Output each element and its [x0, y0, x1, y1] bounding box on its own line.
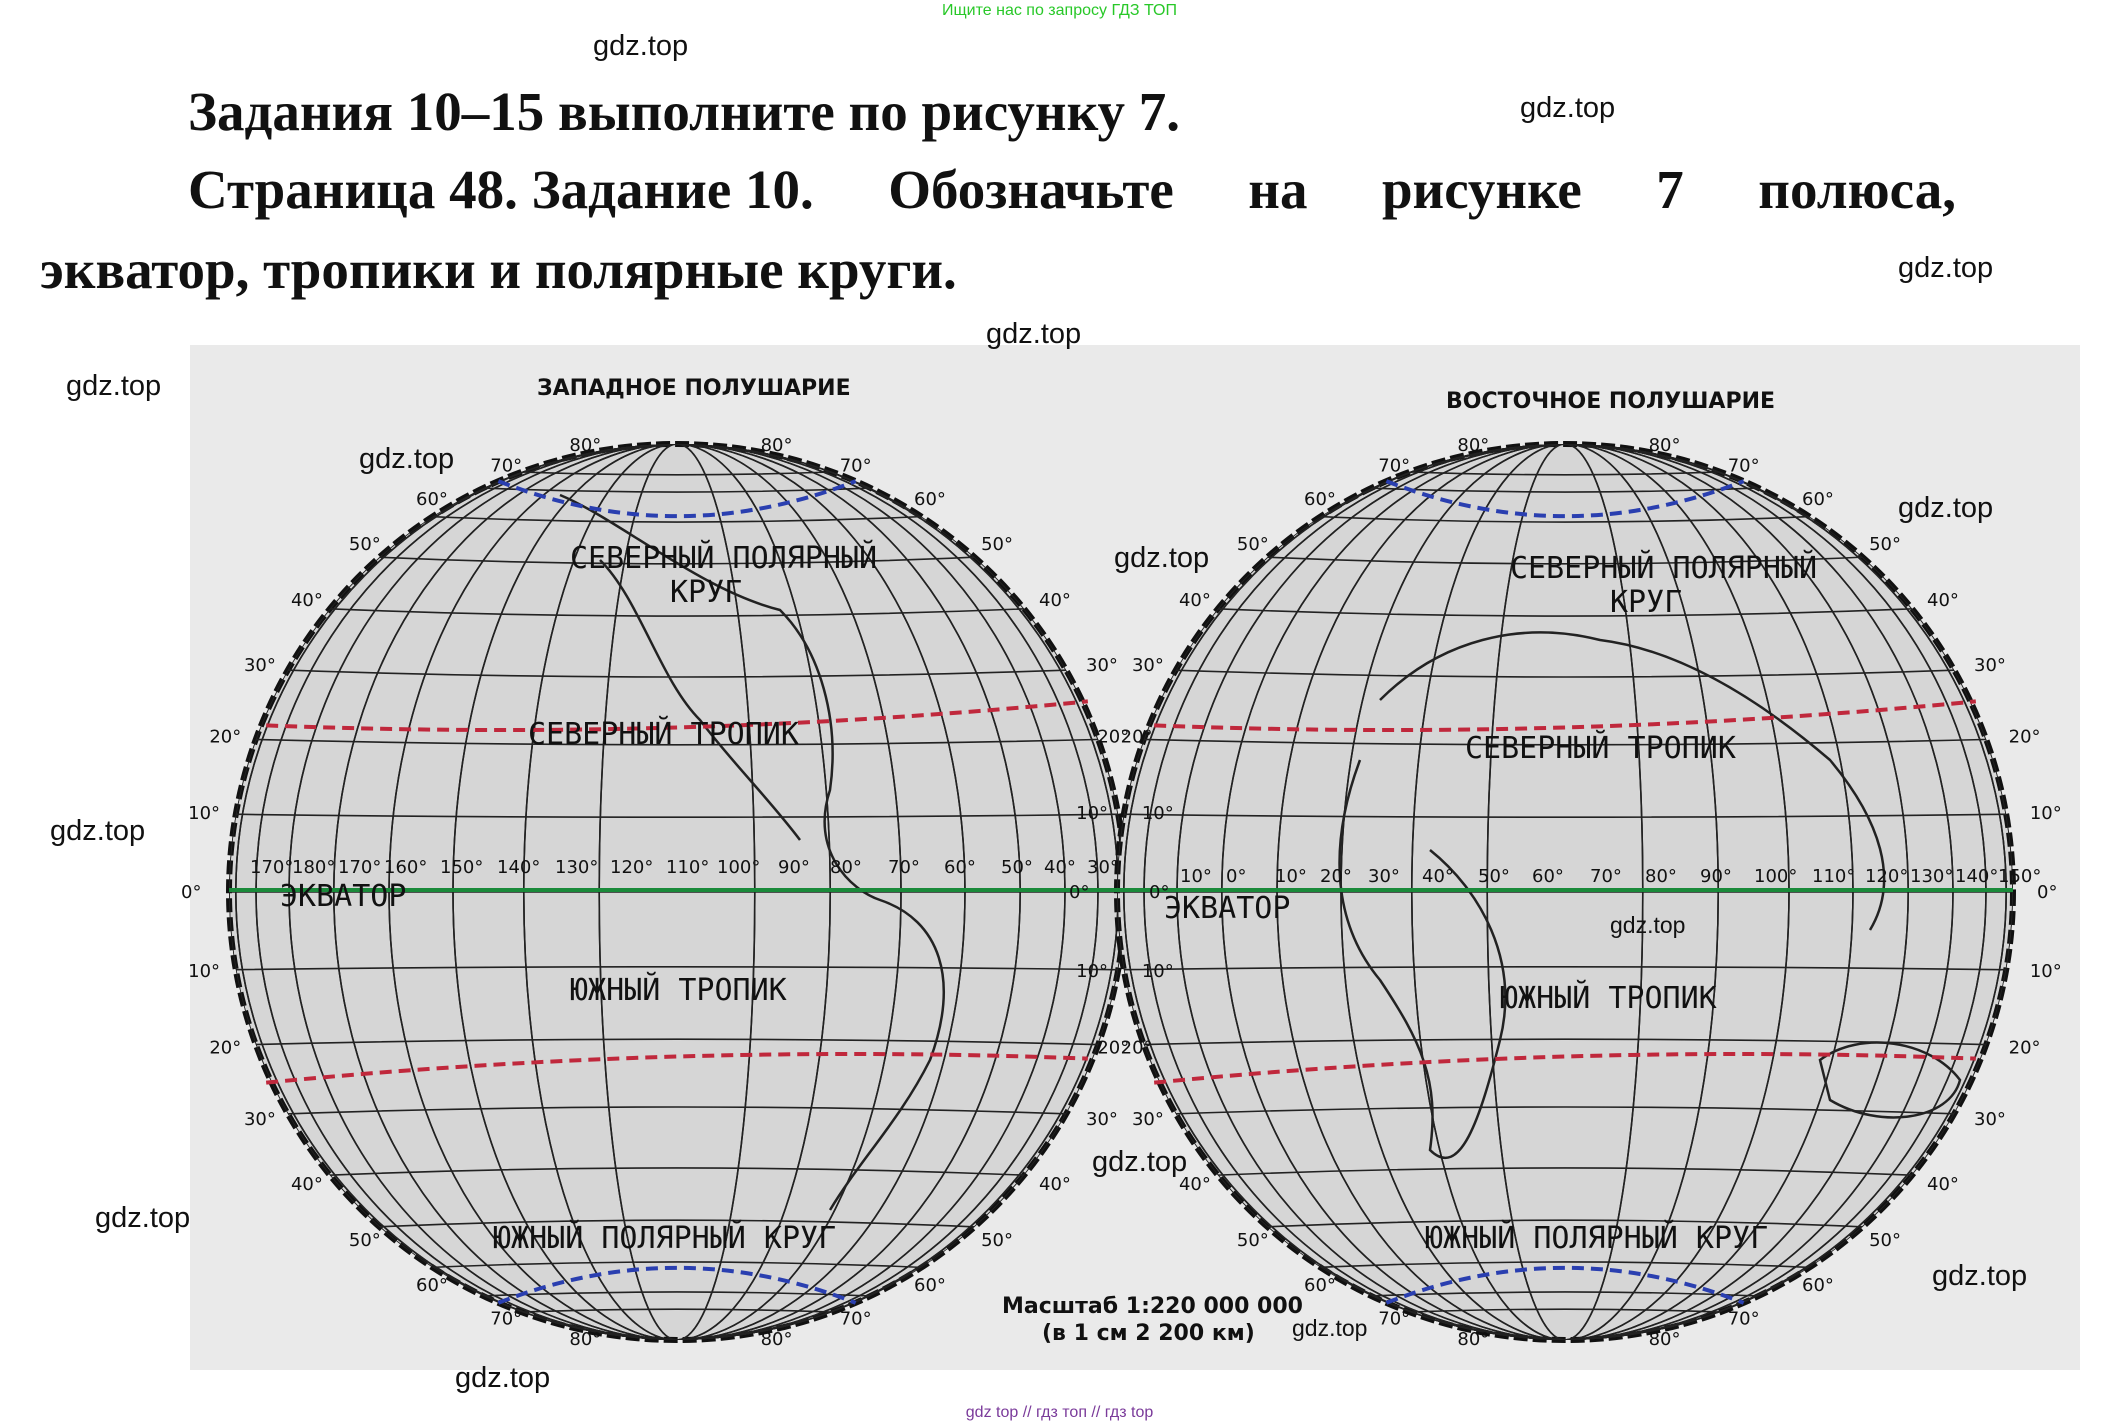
latitude-label: 40°: [290, 1173, 323, 1195]
latitude-label: 80°: [760, 1329, 793, 1351]
latitude-label: 30°: [243, 655, 276, 676]
north-polar-handwritten-label: СЕВЕРНЫЙ ПОЛЯРНЫЙ: [1510, 551, 1818, 586]
promo-banner-top: Ищите нас по запросу ГДЗ ТОП: [942, 2, 1177, 19]
watermark: gdz.top: [1092, 1146, 1188, 1178]
west-hemisphere-title: ЗАПАДНОЕ ПОЛУШАРИЕ: [537, 376, 851, 401]
longitude-label: 80°: [1645, 866, 1677, 887]
task-word: Обозначьте: [888, 159, 1174, 220]
longitude-label: 120°: [1865, 866, 1909, 887]
longitude-label: 180°: [292, 857, 336, 878]
task-heading-line1: Задания 10–15 выполните по рисунку 7.: [188, 81, 1181, 142]
latitude-label: 80°: [1457, 1329, 1490, 1351]
longitude-label: 110°: [666, 857, 710, 878]
north-polar-handwritten-label-2: КРУГ: [670, 575, 743, 610]
latitude-label: 40°: [1039, 590, 1071, 612]
longitude-label: 150°: [1998, 866, 2042, 887]
watermark: gdz.top: [66, 370, 162, 402]
latitude-label: 40°: [1927, 1173, 1959, 1195]
latitude-label: 80°: [760, 434, 793, 456]
longitude-label: 70°: [1590, 866, 1622, 887]
latitude-label: 20°: [2008, 1037, 2041, 1059]
watermark: gdz.top: [455, 1362, 551, 1394]
latitude-label: 50°: [1236, 534, 1269, 556]
watermark: gdz.top: [1610, 912, 1686, 938]
equator-handwritten-label: ЭКВАТОР: [280, 879, 407, 914]
equator-handwritten-label: ЭКВАТОР: [1164, 891, 1291, 926]
latitude-label: 30°: [243, 1109, 276, 1130]
watermark: gdz.top: [593, 30, 689, 62]
watermark: gdz.top: [50, 815, 146, 847]
longitude-label: 30°: [1368, 866, 1400, 887]
longitude-label: 40°: [1422, 866, 1454, 887]
latitude-label: 40°: [290, 590, 323, 612]
south-tropic-handwritten-label: ЮЖНЫЙ ТРОПИК: [1500, 981, 1717, 1016]
latitude-label: 10°: [1076, 960, 1109, 982]
longitude-label: 90°: [1700, 866, 1732, 887]
latitude-label: 10°: [188, 960, 221, 982]
latitude-label: 20°: [1120, 726, 1153, 748]
task-heading-line3: экватор, тропики и полярные круги.: [40, 239, 957, 300]
latitude-label: 60°: [1802, 1275, 1834, 1297]
task-word: полюса,: [1758, 159, 1956, 220]
watermark: gdz.top: [1114, 542, 1210, 574]
longitude-label: 10°: [1180, 866, 1212, 887]
longitude-label: 80°: [830, 857, 862, 878]
latitude-label: 60°: [416, 1275, 448, 1297]
north-tropic-handwritten-label: СЕВЕРНЫЙ ТРОПИК: [528, 717, 799, 752]
latitude-label: 70°: [1727, 455, 1760, 477]
latitude-label: 80°: [569, 434, 602, 456]
latitude-label: 20°: [1120, 1037, 1153, 1059]
latitude-label: 40°: [1039, 1173, 1071, 1195]
task-word: 7: [1656, 159, 1684, 220]
north-polar-handwritten-label: СЕВЕРНЫЙ ПОЛЯРНЫЙ: [570, 541, 878, 576]
longitude-label: 150°: [440, 857, 484, 878]
longitude-label: 100°: [1754, 866, 1798, 887]
latitude-label: 20°: [1097, 726, 1130, 748]
south-tropic-handwritten-label: ЮЖНЫЙ ТРОПИК: [570, 973, 787, 1008]
latitude-label: 30°: [1974, 655, 2006, 676]
latitude-label: 50°: [1869, 534, 1902, 556]
latitude-label: 10°: [2029, 803, 2062, 825]
longitude-label: 160°: [384, 857, 428, 878]
latitude-label: 50°: [981, 1229, 1014, 1251]
watermark: gdz.top: [1292, 1315, 1368, 1341]
latitude-label: 20°: [2008, 726, 2041, 748]
latitude-label: 80°: [1457, 434, 1490, 456]
latitude-label: 70°: [1727, 1308, 1760, 1330]
longitude-label: 170°: [338, 857, 382, 878]
latitude-label: 10°: [1076, 803, 1109, 825]
longitude-label: 40°: [1044, 857, 1076, 878]
latitude-label: 50°: [348, 1229, 381, 1251]
latitude-label: 40°: [1927, 590, 1959, 612]
watermark: gdz.top: [986, 318, 1082, 350]
promo-banner-bottom: gdz top // гдз топ // гдз top: [965, 1404, 1154, 1421]
latitude-label: 70°: [839, 455, 872, 477]
latitude-label: 60°: [914, 1275, 946, 1297]
latitude-label: 10°: [1141, 960, 1174, 982]
latitude-label: 50°: [1236, 1229, 1269, 1251]
latitude-label: 60°: [914, 488, 946, 510]
longitude-label: 0°: [1226, 866, 1247, 887]
east-hemisphere-title: ВОСТОЧНОЕ ПОЛУШАРИЕ: [1446, 389, 1776, 414]
longitude-label: 140°: [1955, 866, 1999, 887]
latitude-label: 30°: [1131, 1109, 1164, 1130]
longitude-label: 60°: [1532, 866, 1564, 887]
latitude-label: 80°: [1648, 1329, 1681, 1351]
latitude-label: 50°: [348, 534, 381, 556]
task-word: на: [1248, 159, 1308, 220]
longitude-label: 120°: [610, 857, 654, 878]
longitude-label: 130°: [555, 857, 599, 878]
latitude-label: 70°: [1378, 1308, 1411, 1330]
latitude-label: 60°: [1304, 1275, 1336, 1297]
latitude-label: 10°: [188, 803, 221, 825]
latitude-label: 70°: [839, 1308, 872, 1330]
latitude-label: 30°: [1974, 1109, 2006, 1130]
task-number: Страница 48. Задание 10.: [188, 159, 814, 220]
latitude-label: 20°: [209, 726, 242, 748]
longitude-label: 50°: [1478, 866, 1510, 887]
map-scale-note: (в 1 см 2 200 км): [1042, 1321, 1255, 1346]
longitude-label: 70°: [888, 857, 920, 878]
north-polar-handwritten-label-2: КРУГ: [1610, 585, 1683, 620]
latitude-label: 0°: [181, 882, 202, 903]
task-word: рисунке: [1381, 159, 1582, 220]
watermark: gdz.top: [95, 1202, 191, 1234]
latitude-label: 0°: [2037, 882, 2058, 903]
south-polar-handwritten-label: ЮЖНЫЙ ПОЛЯРНЫЙ КРУГ: [493, 1221, 837, 1256]
latitude-label: 20°: [1097, 1037, 1130, 1059]
latitude-label: 20°: [209, 1037, 242, 1059]
longitude-label: 170°: [250, 857, 294, 878]
longitude-label: 130°: [1910, 866, 1954, 887]
latitude-label: 40°: [1178, 1173, 1211, 1195]
longitude-label: 110°: [1812, 866, 1856, 887]
longitude-label: 10°: [1275, 866, 1307, 887]
latitude-label: 80°: [1648, 434, 1681, 456]
latitude-label: 50°: [1869, 1229, 1902, 1251]
latitude-label: 70°: [1378, 455, 1411, 477]
north-tropic-handwritten-label: СЕВЕРНЫЙ ТРОПИК: [1465, 731, 1736, 766]
latitude-label: 50°: [981, 534, 1014, 556]
longitude-label: 30°: [1087, 857, 1119, 878]
longitude-label: 50°: [1001, 857, 1033, 878]
latitude-label: 70°: [490, 1308, 523, 1330]
watermark: gdz.top: [1898, 492, 1994, 524]
latitude-label: 80°: [569, 1329, 602, 1351]
latitude-label: 40°: [1178, 590, 1211, 612]
longitude-label: 100°: [717, 857, 761, 878]
latitude-label: 0°: [1149, 882, 1170, 903]
latitude-label: 10°: [2029, 960, 2062, 982]
longitude-label: 20°: [1320, 866, 1352, 887]
latitude-label: 30°: [1086, 1109, 1118, 1130]
latitude-label: 30°: [1086, 655, 1118, 676]
watermark: gdz.top: [1520, 92, 1616, 124]
latitude-label: 70°: [490, 455, 523, 477]
longitude-label: 90°: [778, 857, 810, 878]
watermark: gdz.top: [1932, 1260, 2028, 1292]
longitude-label: 60°: [944, 857, 976, 878]
latitude-label: 10°: [1141, 803, 1174, 825]
map-scale: Масштаб 1:220 000 000: [1002, 1294, 1303, 1319]
latitude-label: 30°: [1131, 655, 1164, 676]
latitude-label: 60°: [416, 488, 448, 510]
latitude-label: 0°: [1069, 882, 1090, 903]
watermark: gdz.top: [1898, 252, 1994, 284]
latitude-label: 60°: [1304, 488, 1336, 510]
south-polar-handwritten-label: ЮЖНЫЙ ПОЛЯРНЫЙ КРУГ: [1425, 1221, 1769, 1256]
latitude-label: 60°: [1802, 488, 1834, 510]
watermark: gdz.top: [359, 443, 455, 475]
longitude-label: 140°: [497, 857, 541, 878]
